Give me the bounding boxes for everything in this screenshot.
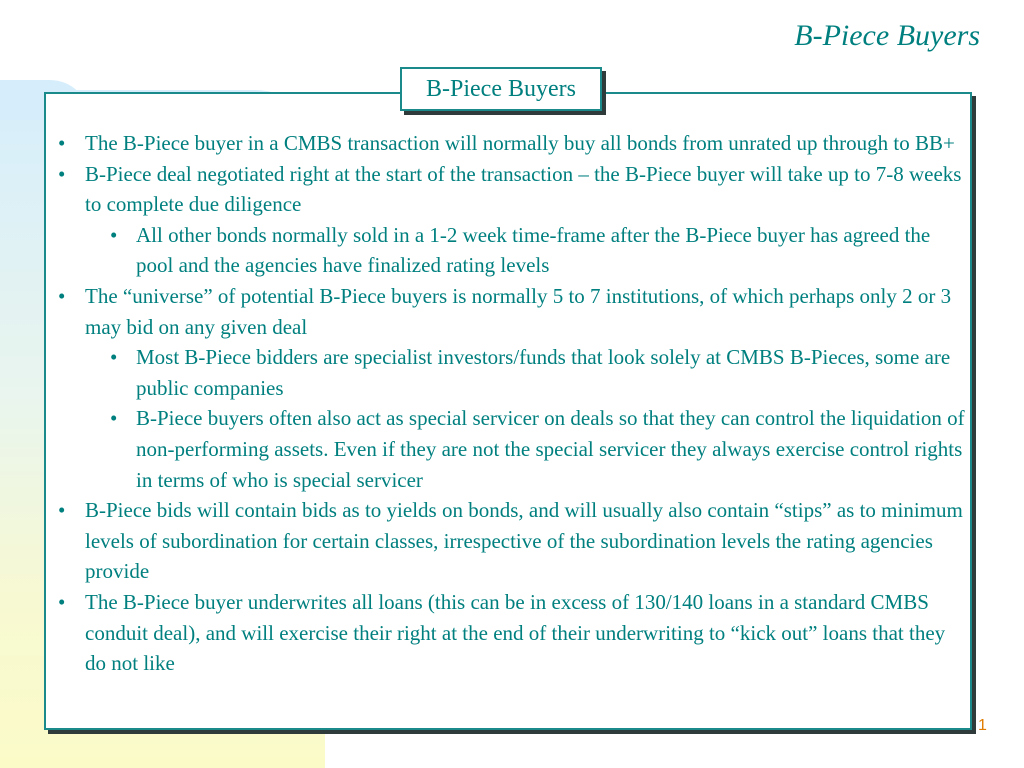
bullet-text: B-Piece buyers often also act as special servicer on deals so that they can control the liquidation of non-performing assets. Even if they are not the special servicer they always exercise control rights in terms of who is special servicer — [136, 406, 965, 492]
bullet-list — [58, 128, 968, 679]
bullet-text: B-Piece deal negotiated right at the start of the transaction – the B-Piece buyer will take up to 7-8 weeks to complete due diligence — [85, 161, 962, 217]
bullet-marker: • — [58, 589, 66, 614]
bullet-text: The B-Piece buyer in a CMBS transaction will normally buy all bonds from unrated up through to BB+ — [85, 131, 955, 155]
bullet-item — [58, 281, 968, 342]
bullet-marker: • — [110, 406, 118, 431]
bullet-text: The B-Piece buyer underwrites all loans (this can be in excess of 130/140 loans in a standard CMBS conduit deal), and will exercise their right at the end of their underwriting to “kick out” loans that they do not like — [85, 589, 946, 676]
bullet-text: All other bonds normally sold in a 1-2 week time-frame after the B-Piece buyer has agreed the pool and the agencies have finalized rating levels — [136, 222, 931, 278]
bullet-marker: • — [110, 345, 118, 370]
bullet-marker: • — [58, 131, 66, 155]
bullet-marker: • — [110, 222, 118, 247]
bullet-text: B-Piece bids will contain bids as to yields on bonds, and will usually also contain “stips” as to minimum levels of subordination for certain classes, irrespective of the subordination levels the rating agencies provide — [85, 498, 963, 584]
sub-bullet-item — [58, 220, 968, 281]
bullet-item — [58, 128, 968, 159]
bullet-marker: • — [58, 283, 66, 308]
box-title: B-Piece Buyers — [400, 67, 602, 111]
bullet-item — [58, 159, 968, 220]
page-number: 1 — [978, 717, 987, 734]
bullet-text: Most B-Piece bidders are specialist investors/funds that look solely at CMBS B-Pieces, some are public companies — [136, 345, 951, 400]
bullet-marker: • — [58, 498, 66, 523]
bullet-item — [58, 495, 968, 587]
sub-bullet-item — [58, 403, 968, 495]
bullet-item — [58, 587, 968, 679]
slide-title: B-Piece Buyers — [794, 19, 980, 52]
bullet-text: The “universe” of potential B-Piece buyers is normally 5 to 7 institutions, of which perhaps only 2 or 3 may bid on any given deal — [85, 283, 952, 339]
sub-bullet-item — [58, 342, 968, 403]
bullet-marker: • — [58, 161, 66, 186]
